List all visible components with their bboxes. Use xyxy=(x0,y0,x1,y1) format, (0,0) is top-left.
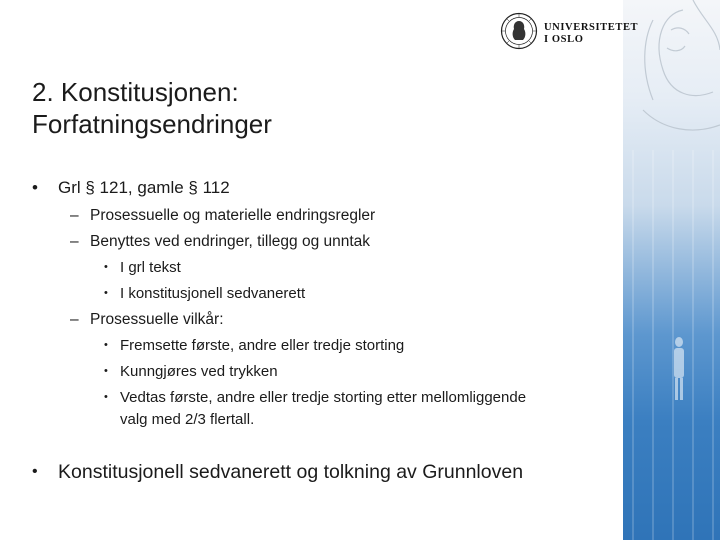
sub-sub-bullet-text: Vedtas første, andre eller tredje storting etter mellomliggende xyxy=(120,389,527,406)
dash-marker: – xyxy=(70,233,79,250)
slide-title xyxy=(32,76,592,140)
dash-marker: – xyxy=(70,311,79,328)
dash-marker: – xyxy=(70,207,79,224)
sub-sub-bullet-text: Kunngjøres ved trykken xyxy=(120,363,278,380)
statue-illustration-icon xyxy=(623,0,720,540)
university-logo xyxy=(500,12,640,54)
sub-bullet-text: Benyttes ved endringer, tillegg og unntak xyxy=(90,233,371,250)
bullet-marker: • xyxy=(32,463,38,480)
sub-sub-bullet-text: I grl tekst xyxy=(120,259,181,276)
sub-bullet-text: Prosessuelle og materielle endringsregler xyxy=(90,207,376,224)
bullet-text: Grl § 121, gamle § 112 xyxy=(58,178,230,197)
bullet-marker: • xyxy=(104,261,108,273)
bullet-text: Konstitusjonell sedvanerett og tolkning av Grunnloven xyxy=(58,461,524,483)
university-name-line1: UNIVERSITETET xyxy=(544,22,639,33)
slide-title-line2: Forfatningsendringer xyxy=(32,109,272,139)
university-name xyxy=(544,22,638,46)
bullet-marker: • xyxy=(104,339,108,351)
sub-sub-bullet-text: I konstitusjonell sedvanerett xyxy=(120,285,306,302)
bullet-marker: • xyxy=(32,178,38,197)
bullet-marker: • xyxy=(104,287,108,299)
university-name-line2: I OSLO xyxy=(544,34,584,45)
university-seal-icon xyxy=(500,12,538,50)
sub-bullet-text: Prosessuelle vilkår: xyxy=(90,311,224,328)
sub-sub-bullet-text-continuation: valg med 2/3 flertall. xyxy=(120,411,255,428)
bullet-marker: • xyxy=(104,365,108,377)
bullet-marker: • xyxy=(104,391,108,403)
decorative-side-strip xyxy=(623,0,720,540)
slide-title-line1: 2. Konstitusjonen: xyxy=(32,77,239,107)
sub-sub-bullet-text: Fremsette første, andre eller tredje storting xyxy=(120,337,405,354)
